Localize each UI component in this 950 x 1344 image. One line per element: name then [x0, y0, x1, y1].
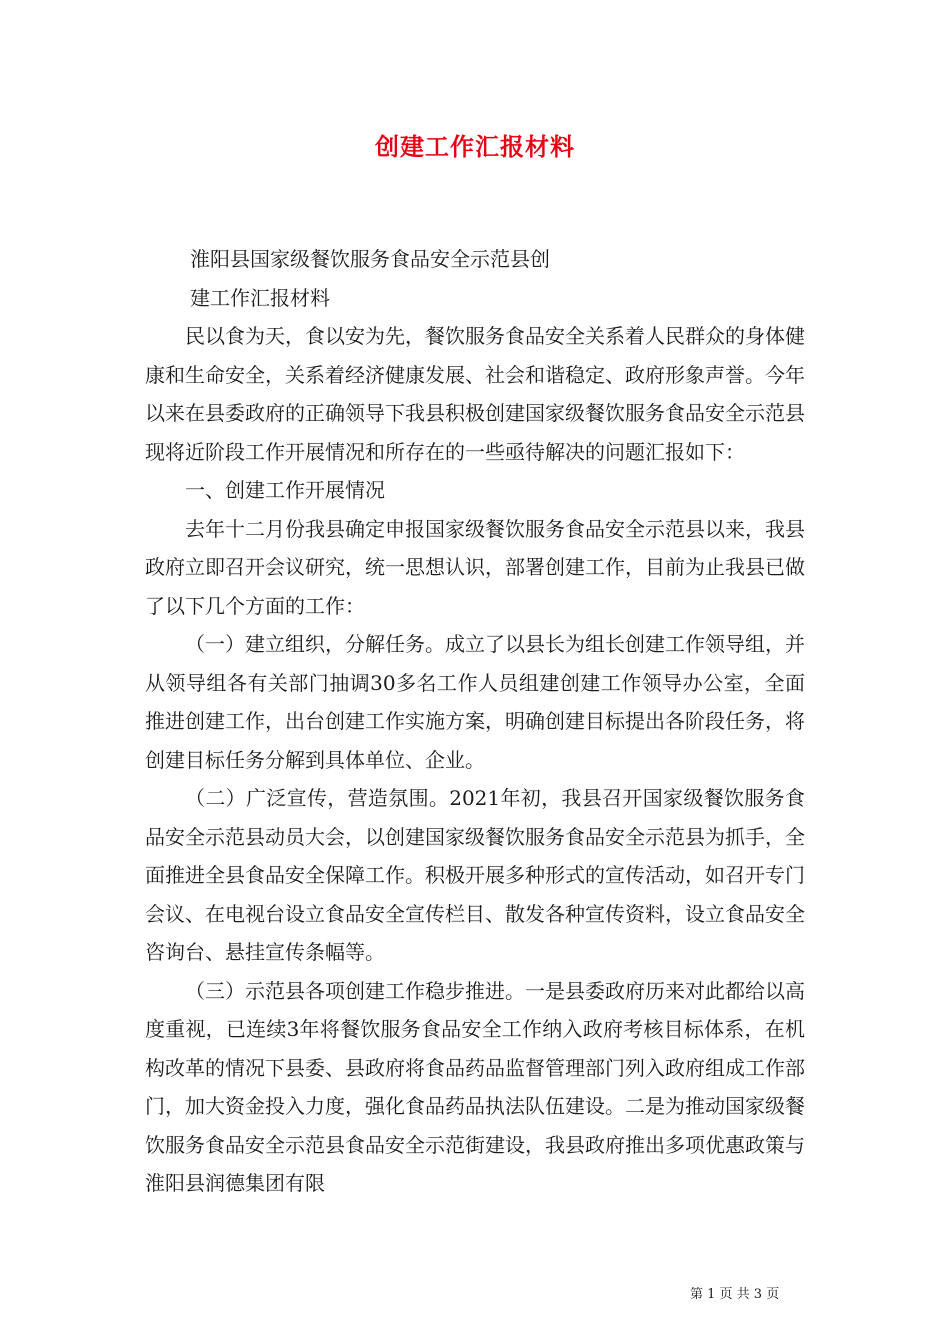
paragraph: 民以食为天，食以安为先，餐饮服务食品安全关系着人民群众的身体健康和生命安全，关系着经济健康发展、社会和谐稳定、政府形象声誉。今年以来在县委政府的正确领导下我县积极创建国家级餐饮服务食品安全示范县现将近阶段工作开展情况和所存在的一些亟待解决的问题汇报如下： — [145, 324, 805, 464]
paragraph: （三）示范县各项创建工作稳步推进。一是县委政府历来对此都给以高度重视，已连续3年将餐饮服务食品安全工作纳入政府考核目标体系，在机构改革的情况下县委、县政府将食品药品监督管理部门列入政府组成工作部门，加大资金投入力度，强化食品药品执法队伍建设。二是为推动国家级餐饮服务食品安全示范县食品安全示范街建设，我县政府推出多项优惠政策与淮阳县润德集团有限 — [145, 978, 805, 1195]
page-number: 第 1 页 共 3 页 — [690, 1287, 780, 1302]
paragraph: （二）广泛宣传，营造氛围。2021年初，我县召开国家级餐饮服务食品安全示范县动员大会，以创建国家级餐饮服务食品安全示范县为抓手，全面推进全县食品安全保障工作。积极开展多种形式的宣传活动，如召开专门会议、在电视台设立食品安全宣传栏目、散发各种宣传资料，设立食品安全咨询台、悬挂宣传条幅等。 — [145, 786, 805, 964]
document-body — [145, 240, 805, 1203]
paragraph: 去年十二月份我县确定申报国家级餐饮服务食品安全示范县以来，我县政府立即召开会议研究，统一思想认识，部署创建工作，目前为止我县已做了以下几个方面的工作： — [145, 516, 805, 618]
paragraph: （一）建立组织，分解任务。成立了以县长为组长创建工作领导组，并从领导组各有关部门抽调30多名工作人员组建创建工作领导办公室，全面推进创建工作，出台创建工作实施方案，明确创建目标提出各阶段任务，将创建目标任务分解到具体单位、企业。 — [145, 632, 805, 772]
section-heading: 一、创建工作开展情况 — [185, 478, 385, 502]
document-title: 创建工作汇报材料 — [375, 132, 575, 161]
paragraph: 淮阳县国家级餐饮服务食品安全示范县创 — [190, 247, 550, 271]
paragraph: 建工作汇报材料 — [190, 285, 330, 310]
